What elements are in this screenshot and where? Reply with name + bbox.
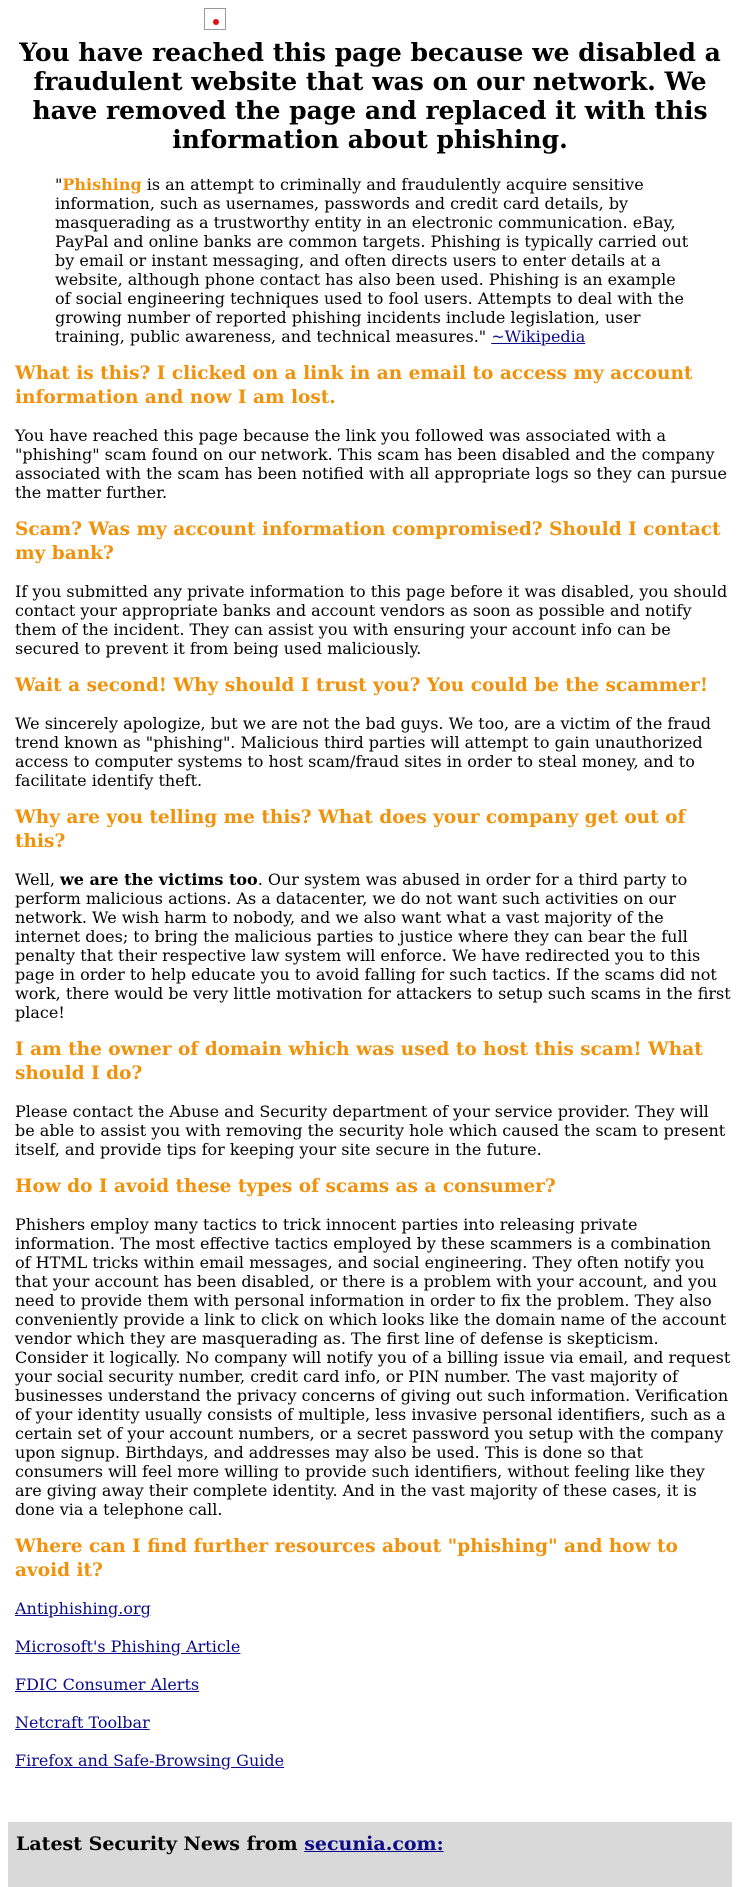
answer-emphasis: we are the victims too bbox=[60, 870, 258, 889]
answer-start: Well, bbox=[15, 870, 61, 889]
security-news-heading bbox=[8, 1822, 732, 1856]
faq-content bbox=[15, 362, 731, 1789]
phishing-definition-quote bbox=[55, 175, 695, 346]
link-antiphishing[interactable]: Antiphishing.org bbox=[15, 1599, 151, 1618]
phishing-term: Phishing bbox=[62, 175, 142, 194]
faq-heading-why-telling: Why are you telling me this? What does your company get out of this? bbox=[15, 807, 686, 852]
faq-heading-domain-owner: I am the owner of domain which was used to host this scam! What should I do? bbox=[15, 1039, 703, 1084]
secunia-link[interactable]: secunia.com: bbox=[304, 1833, 444, 1855]
answer-rest: . Our system was abused in order for a third party to perform malicious actions. As a datacenter, we do not want such activities on our network. We wish harm to nobody, and we also want what a vast majority of the internet does; to bring the malicious parties to justice where they can bear the full penalty that their respective law system will enforce. We have redirected you to this page in order to help educate you to avoid falling for such tactics. If the scams did not work, there would be very little motivation for attackers to setup such scams in the first place! bbox=[15, 870, 731, 1022]
link-fdic-alerts[interactable]: FDIC Consumer Alerts bbox=[15, 1675, 200, 1694]
link-netcraft-toolbar[interactable]: Netcraft Toolbar bbox=[15, 1713, 150, 1732]
link-firefox-safe-browsing[interactable]: Firefox and Safe-Browsing Guide bbox=[15, 1751, 285, 1770]
security-news-box bbox=[8, 1822, 732, 1887]
faq-answer-avoid-scams: Phishers employ many tactics to trick innocent parties into releasing private information. The most effective tactics employed by these scammers is a combination of HTML tricks within email messages, and social engineering. They often notify you that your account has been disabled, or there is a problem with your account, and you need to provide them with personal information in order to fix the problem. They also conveniently provide a link to click on which looks like the domain name of the account vendor which they are masquerading as. The first line of defense is skepticism. Consider it logically. No company will notify you of a billing issue via email, and request your social security number, credit card info, or PIN number. The vast majority of businesses understand the privacy concerns of giving out such information. Verification of your identity usually consists of multiple, less invasive personal identifiers, such as a certain set of your account numbers, or a secret password you setup with the company upon signup. Birthdays, and addresses may also be used. This is done so that consumers will feel more willing to provide such identifiers, without feeling like they are giving away their complete identity. And in the vast majority of these cases, it is done via a telephone call. bbox=[15, 1215, 731, 1519]
link-microsoft-phishing[interactable]: Microsoft's Phishing Article bbox=[15, 1637, 241, 1656]
quote-text: is an attempt to criminally and fraudulently acquire sensitive information, such as usernames, passwords and credit card details, by masquerading as a trustworthy entity in an electronic communication. eBay, PayPal and online banks are common targets. Phishing is typically carried out by email or instant messaging, and often directs users to enter details at a website, although phone contact has also been used. Phishing is an example of social engineering techniques used to fool users. Attempts to deal with the growing number of reported phishing incidents include legislation, user training, public awareness, and technical measures." bbox=[55, 175, 689, 346]
faq-answer-domain-owner: Please contact the Abuse and Security department of your service provider. They will be able to assist you with removing the security hole which caused the scam to present itself, and provide tips for keeping your site secure in the future. bbox=[15, 1102, 726, 1159]
site-logo bbox=[204, 8, 226, 30]
faq-heading-what-is-this: What is this? I clicked on a link in an email to access my account information and now I am lost. bbox=[15, 363, 693, 408]
wikipedia-link[interactable]: ~Wikipedia bbox=[491, 327, 586, 346]
quote-open-mark: " bbox=[55, 175, 63, 194]
faq-answer-account-compromised: If you submitted any private information to this page before it was disabled, you should contact your appropriate banks and account vendors as soon as possible and notify them of the incident. They can assist you with ensuring your account info can be secured to prevent it from being used maliciously. bbox=[15, 582, 728, 658]
faq-heading-account-compromised: Scam? Was my account information compromised? Should I contact my bank? bbox=[15, 519, 721, 564]
faq-heading-resources: Where can I find further resources about "phishing" and how to avoid it? bbox=[15, 1536, 678, 1581]
faq-answer-trust: We sincerely apologize, but we are not the bad guys. We too, are a victim of the fraud trend known as "phishing". Malicious third parties will attempt to gain unauthorized access to computer systems to host scam/fraud sites in order to steal money, and to facilitate identify theft. bbox=[15, 714, 712, 790]
faq-answer-what-is-this: You have reached this page because the link you followed was associated with a "phishing" scam found on our network. This scam has been disabled and the company associated with the scam has been notified with all appropriate logs so they can pursue the matter further. bbox=[15, 426, 727, 502]
security-news-label: Latest Security News from bbox=[16, 1833, 305, 1855]
site-logo-icon bbox=[213, 19, 219, 25]
faq-heading-trust: Wait a second! Why should I trust you? You could be the scammer! bbox=[15, 675, 708, 696]
faq-answer-why-telling bbox=[15, 870, 731, 1022]
faq-heading-avoid-scams: How do I avoid these types of scams as a consumer? bbox=[15, 1176, 556, 1197]
page-title: You have reached this page because we disabled a fraudulent website that was on our network. We have removed the page and replaced it with this information about phishing. bbox=[19, 38, 721, 154]
resource-links bbox=[15, 1599, 731, 1770]
